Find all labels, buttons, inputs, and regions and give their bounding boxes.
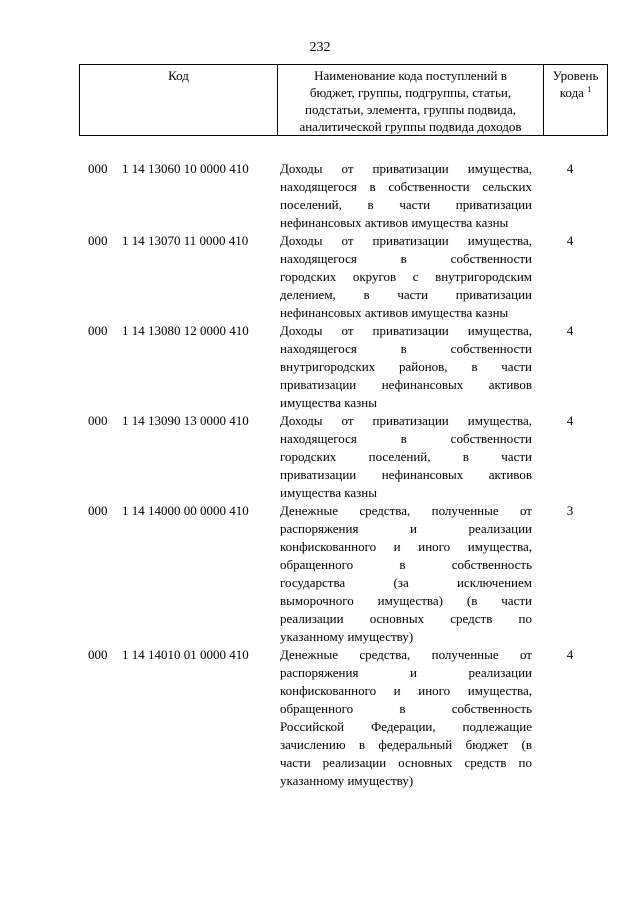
table-body xyxy=(88,160,608,790)
revenue-name-line: городских поселений, в части xyxy=(280,449,532,464)
revenue-name-line: имущества казны xyxy=(280,485,377,500)
revenue-name-line: приватизации нефинансовых активов xyxy=(280,377,532,392)
revenue-name-line: находящегося в собственности xyxy=(280,431,532,446)
revenue-name xyxy=(280,322,532,412)
revenue-name xyxy=(280,412,532,502)
revenue-code: 1 14 14000 00 0000 410 xyxy=(122,503,249,518)
table-row xyxy=(88,646,608,790)
revenue-name-line: обращенного в собственность xyxy=(280,701,532,716)
revenue-name-line: реализации основных средств по xyxy=(280,611,532,626)
code-level: 4 xyxy=(566,323,574,338)
revenue-code: 1 14 13070 11 0000 410 xyxy=(122,233,249,248)
revenue-name-line: внутригородских районов, в части xyxy=(280,359,532,374)
revenue-name-line: указанному имуществу) xyxy=(280,773,414,788)
admin-code: 000 xyxy=(88,413,108,428)
header-level-line1: Уровень xyxy=(552,68,599,83)
header-level-text: кода xyxy=(559,85,584,100)
revenue-code: 1 14 13060 10 0000 410 xyxy=(122,161,249,176)
admin-code: 000 xyxy=(88,647,108,662)
revenue-code: 1 14 14010 01 0000 410 xyxy=(122,647,249,662)
revenue-name-line: имущества казны xyxy=(280,395,377,410)
admin-code: 000 xyxy=(88,503,108,518)
revenue-name-line: выморочного имущества) (в части xyxy=(280,593,532,608)
revenue-name-line: распоряжения и реализации xyxy=(280,521,532,536)
revenue-name-line: находящегося в собственности сельских xyxy=(280,179,532,194)
header-name-line: аналитической группы подвида доходов xyxy=(299,119,522,134)
header-code: Код xyxy=(168,68,189,83)
revenue-code: 1 14 13080 12 0000 410 xyxy=(122,323,249,338)
table-header xyxy=(79,64,608,136)
revenue-name-line: нефинансовых активов имущества казны xyxy=(280,215,509,230)
revenue-name xyxy=(280,646,532,790)
header-name-line: Наименование кода поступлений в xyxy=(314,68,507,83)
page-number: 232 xyxy=(309,40,331,55)
revenue-name-line: поселений, в части приватизации xyxy=(280,197,532,212)
revenue-code: 1 14 13090 13 0000 410 xyxy=(122,413,249,428)
table-row xyxy=(88,232,608,322)
code-level: 4 xyxy=(566,413,574,428)
revenue-name-line: распоряжения и реализации xyxy=(280,665,532,680)
code-level: 4 xyxy=(566,161,574,176)
revenue-name-line: Российской Федерации, подлежащие xyxy=(280,719,532,734)
revenue-name-line: приватизации нефинансовых активов xyxy=(280,467,532,482)
table-row xyxy=(88,502,608,646)
table-row xyxy=(88,322,608,412)
revenue-name xyxy=(280,502,532,646)
revenue-name-line: находящегося в собственности xyxy=(280,341,532,356)
header-level xyxy=(543,65,607,135)
revenue-name-line: Доходы от приватизации имущества, xyxy=(280,233,532,248)
revenue-name-line: государства (за исключением xyxy=(280,575,532,590)
revenue-name-line: конфискованного и иного имущества, xyxy=(280,683,532,698)
header-name xyxy=(277,65,543,135)
revenue-name-line: находящегося в собственности xyxy=(280,251,532,266)
revenue-name xyxy=(280,160,532,232)
revenue-name-line: указанному имуществу) xyxy=(280,629,414,644)
admin-code: 000 xyxy=(88,323,108,338)
footnote-marker: 1 xyxy=(587,85,592,94)
header-name-line: бюджет, группы, подгруппы, статьи, xyxy=(309,85,512,100)
revenue-name-line: конфискованного и иного имущества, xyxy=(280,539,532,554)
revenue-name-line: нефинансовых активов имущества казны xyxy=(280,305,509,320)
revenue-name-line: зачислению в федеральный бюджет (в xyxy=(280,737,532,752)
header-name-line: подстатьи, элемента, группы подвида, xyxy=(305,102,516,117)
header-level-line2 xyxy=(544,84,607,101)
table-row xyxy=(88,160,608,232)
revenue-name-line: делением, в части приватизации xyxy=(280,287,532,302)
revenue-name-line: Денежные средства, полученные от xyxy=(280,503,532,518)
table-row xyxy=(88,412,608,502)
revenue-name-line: Доходы от приватизации имущества, xyxy=(280,323,532,338)
revenue-name xyxy=(280,232,532,322)
revenue-name-line: части реализации основных средств по xyxy=(280,755,532,770)
revenue-name-line: городских округов с внутригородским xyxy=(280,269,532,284)
admin-code: 000 xyxy=(88,233,108,248)
revenue-name-line: обращенного в собственность xyxy=(280,557,532,572)
revenue-name-line: Доходы от приватизации имущества, xyxy=(280,413,532,428)
code-level: 4 xyxy=(566,647,574,662)
code-level: 4 xyxy=(566,233,574,248)
code-level: 3 xyxy=(566,503,574,518)
revenue-name-line: Доходы от приватизации имущества, xyxy=(280,161,532,176)
admin-code: 000 xyxy=(88,161,108,176)
revenue-name-line: Денежные средства, полученные от xyxy=(280,647,532,662)
